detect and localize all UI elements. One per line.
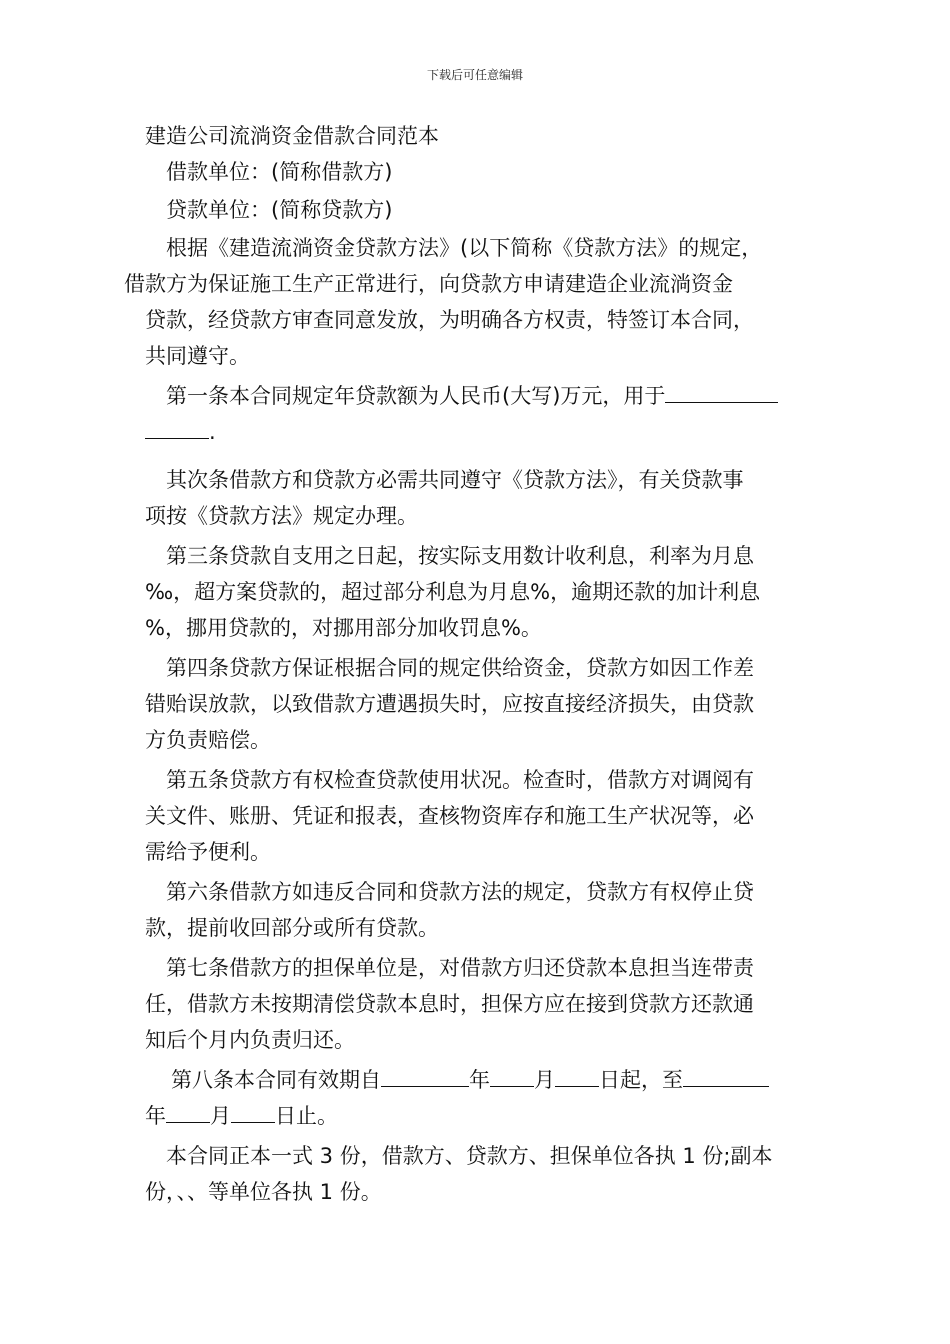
year-label: 年 (469, 1068, 490, 1092)
day-from-label: 日起，至 (599, 1068, 683, 1092)
contract-body (124, 118, 810, 1214)
article-line: 第六条借款方如违反合同和贷款方法的规定，贷款方有权停止贷 (166, 880, 754, 904)
borrower-line: 借款单位：(简称借款方) (166, 160, 393, 184)
article-1 (145, 378, 810, 450)
article-1-end: . (209, 420, 216, 444)
purpose-blank (665, 378, 778, 403)
end-month-blank (166, 1098, 210, 1123)
article-3 (145, 538, 810, 646)
article-line: 款，提前收回部分或所有贷款。 (145, 916, 439, 940)
month-label: 月 (210, 1104, 231, 1128)
article-line: 知后个月内负责归还。 (145, 1028, 355, 1052)
end-day-blank (231, 1098, 275, 1123)
article-1-text: 第一条本合同规定年贷款额为人民币(大写)万元，用于 (166, 384, 666, 408)
year-label: 年 (145, 1104, 166, 1128)
article-line: 项按《贷款方法》规定办理。 (145, 504, 418, 528)
end-year-blank (683, 1062, 769, 1087)
article-line: 第三条贷款自支用之日起，按实际支用数计收利息，利率为月息 (166, 544, 754, 568)
start-year-blank (381, 1062, 469, 1087)
article-7 (145, 950, 810, 1058)
article-8-prefix: 第八条本合同有效期自 (171, 1068, 381, 1092)
document-title: 建造公司流淌资金借款合同范本 (145, 124, 439, 148)
copies-line: 本合同正本一式 3 份，借款方、贷款方、担保单位各执 1 份;副本 (166, 1144, 773, 1168)
article-line: 需给予便利。 (145, 840, 271, 864)
article-6 (145, 874, 810, 946)
article-line: 其次条借款方和贷款方必需共同遵守《贷款方法》，有关贷款事 (166, 468, 744, 492)
intro-line: 借款方为保证施工生产正常进行，向贷款方申请建造企业流淌资金 (124, 272, 733, 296)
article-line: 第五条贷款方有权检查贷款使用状况。检查时，借款方对调阅有 (166, 768, 754, 792)
article-line (124, 1098, 810, 1134)
article-line: ‰，超方案贷款的，超过部分利息为月息%，逾期还款的加计利息 (145, 580, 761, 604)
article-line: 关文件、账册、凭证和报表，查核物资库存和施工生产状况等，必 (145, 804, 754, 828)
article-line (150, 1062, 810, 1098)
start-day-blank (555, 1062, 599, 1087)
intro-line: 共同遵守。 (145, 344, 250, 368)
article-line: 任，借款方未按期清偿贷款本息时，担保方应在接到贷款方还款通 (145, 992, 754, 1016)
article-line: 方负责赔偿。 (145, 728, 271, 752)
copies-line: 份，、、等单位各执 1 份。 (145, 1180, 382, 1204)
month-label: 月 (534, 1068, 555, 1092)
article-8 (145, 1062, 810, 1134)
article-line (145, 378, 810, 414)
lender-line: 贷款单位：(简称贷款方) (166, 198, 393, 222)
intro-line: 贷款，经贷款方审查同意发放，为明确各方权责，特签订本合同， (145, 308, 754, 332)
article-line: 第四条贷款方保证根据合同的规定供给资金，贷款方如因工作差 (166, 656, 754, 680)
copies-paragraph (145, 1138, 810, 1210)
intro-line: 根据《建造流淌资金贷款方法》(以下简称《贷款方法》的规定， (166, 236, 763, 260)
purpose-blank-cont (145, 414, 209, 439)
start-month-blank (490, 1062, 534, 1087)
article-line (124, 414, 810, 450)
article-line: %，挪用贷款的，对挪用部分加收罚息%。 (145, 616, 542, 640)
intro-paragraph (124, 230, 810, 374)
article-4 (145, 650, 810, 758)
article-line: 第七条借款方的担保单位是，对借款方归还贷款本息担当连带责 (166, 956, 754, 980)
article-line: 错贻误放款，以致借款方遭遇损失时，应按直接经济损失，由贷款 (145, 692, 754, 716)
article-2 (145, 462, 810, 534)
day-to-label: 日止。 (275, 1104, 338, 1128)
page-header-note: 下载后可任意编辑 (426, 68, 523, 82)
article-5 (145, 762, 810, 870)
